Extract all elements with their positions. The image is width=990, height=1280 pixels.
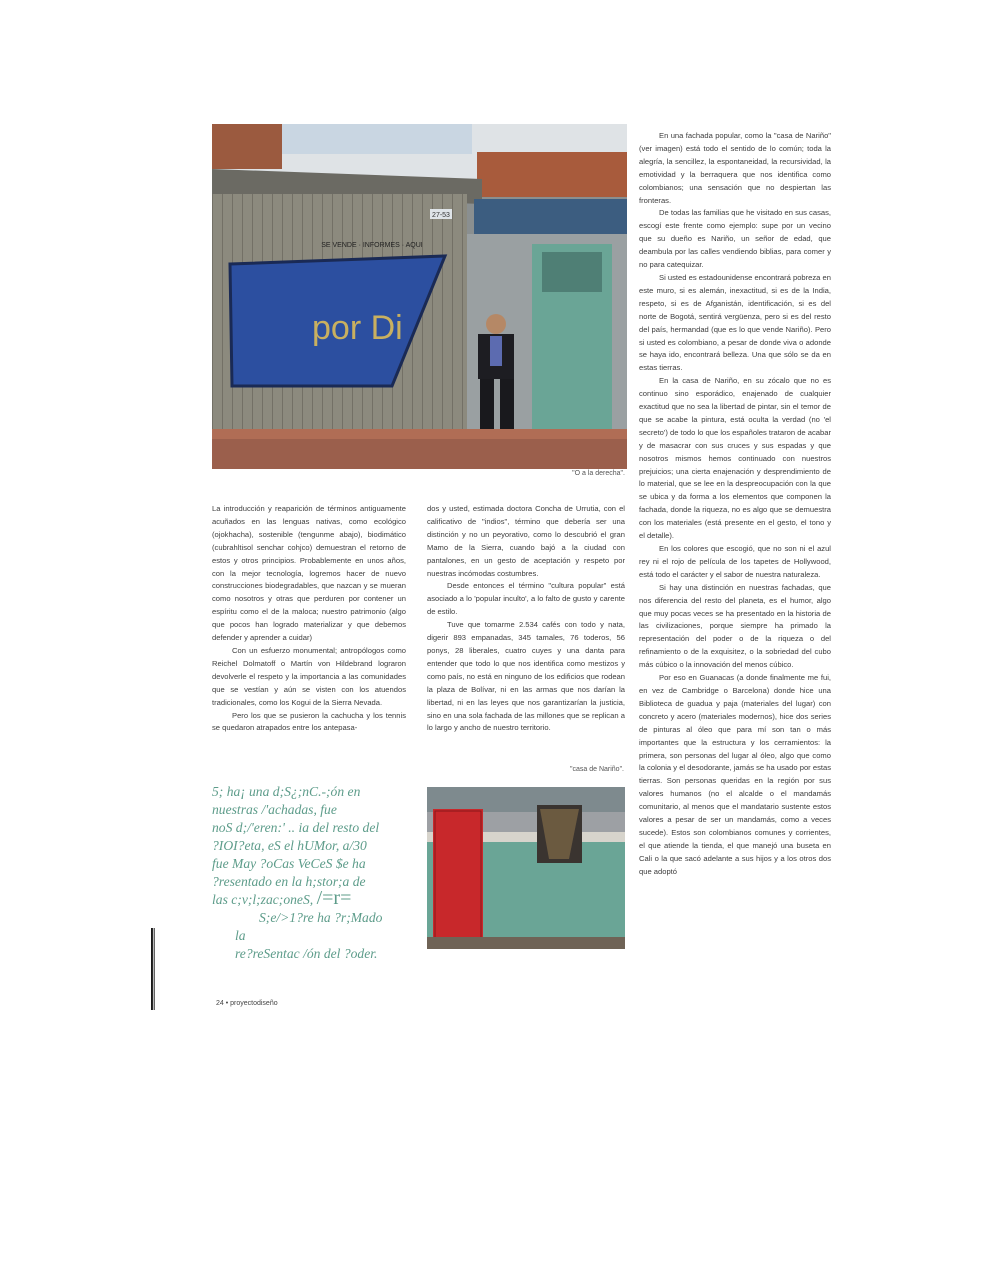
scan-edge-mark — [151, 928, 155, 1010]
pull-quote-line: re?reSentac /ón del ?oder. — [235, 946, 378, 962]
paragraph: dos y usted, estimada doctora Concha de Urrutia, con el calificativo de "indios", término que debería ser una distinción y no un peyorativo, como lo descubrió el gran Mamo de la Sierra, cuando bajó a la ciudad con pantalones, en un gesto de aceptación y respeto por nuestras incómodas costumbres. — [427, 504, 625, 578]
text-column-left — [212, 503, 406, 735]
casa-photo-caption: "casa de Nariño". — [570, 766, 624, 773]
number-plate-text: 27-53 — [432, 212, 450, 219]
pull-quote-line: nuestras /'achadas, fue — [212, 801, 337, 817]
graffiti-text: por Di — [312, 309, 403, 347]
paragraph: Por eso en Guanacas (a donde finalmente me fui, en vez de Cambridge o Barcelona) donde hice una Biblioteca de guadua y paja (materiales del lugar) con concreto y acero (materiales modernos), hice dos series de pinturas al óleo que para mí son tan o más importantes que la estructura y los cerramientos: la primera, son personas del lugar al óleo, algo que como la colonia y el desodorante, jamás se ha usado por estas tierras. Son personas queridas en la región por sus valores humanos (no el alcalde o el mandamás comunitario, al menos que el mandatario sustente estos valores a pesar de ser un mandamás, como a veces sucede). Estos son colombianos comunes y corrientes, el que atiende la tienda, el que manejó una buseta en Cali o la que sacó adelante a sus hijos y a los otros dos que adoptó — [639, 673, 831, 876]
pull-quote-line: S;e/>1?re ha ?r;Mado — [259, 910, 383, 926]
text-column-right — [639, 130, 831, 879]
paragraph: Si usted es estadounidense encontrará pobreza en este muro, si es alemán, inexactitud, si es de la India, respeto, si es de Afganistán, identificación, si es del norte de Bogotá, sentirá vergüenza, pero si es del resto del país, hermandad (que es lo que vende Nariño). Pero si usted es colombiano, a pesar de donde viva o adonde se haya ido, encontrará belleza. Una que sólo se da en estas tierras. — [639, 272, 831, 373]
pull-quote-glyph: /=r= — [316, 887, 352, 910]
paragraph: De todas las familias que he visitado en sus casas, escogí este frente como ejemplo: supe por un vecino que su dueño es Nariño, un señor de edad, que deambula por las calles vendiendo biblias, para comer y no para catequizar. — [639, 208, 831, 270]
pull-quote-line: noS d;/'eren:' .. ia del resto del — [212, 819, 380, 835]
pull-quote-line: ?IOI?eta, eS el hUMor, a/30 — [212, 837, 367, 853]
pull-quote-line: fue May ?oCas VeCeS $e ha — [212, 855, 366, 871]
paragraph: En los colores que escogió, que no son ni el azul rey ni el rojo de película de los tapetes de Hollywood, está todo el carácter y el sabor de nuestra naturaleza. — [639, 544, 831, 579]
facade-photo — [212, 124, 627, 469]
paragraph: La introducción y reaparición de términos antiguamente acuñados en las lenguas nativas, como ecológico (ojokhacha), sostenible (tengunme abajo), biodimático (cubrahltisol senchar cohjco) demuestran el retorno de estos y otros principios. Probablemente en unos años, con la mejor tecnología, logremos hacer de nuevo construcciones biodegradables, que nazcan y se mueran como nosotros y otras que perduren por contener un espíritu como el de la maloca; nuestro patrimonio (algo que pocos han logrado materializar y que debemos defender y aprender a cuidar) — [212, 504, 406, 643]
pull-quote-line: 5; ha¡ una d;S¿;nC.-;ón en — [212, 784, 361, 799]
facade-photo-caption: "O a la derecha". — [572, 470, 625, 477]
paragraph: Si hay una distinción en nuestras fachadas, que nos diferencia del resto del planeta, es el humor, algo que muy pocas veces se ha presentado en la historia de las civilizaciones, porque siempre ha primado la representación del poder o de la riqueza o del refinamiento o de la exquisitez, o la sobriedad del cubo más cúbico o la innovación del menos cúbico. — [639, 582, 831, 670]
text-column-middle — [427, 503, 625, 735]
pull-quote-line-text: las c;v;l;zac;oneS, — [212, 892, 314, 908]
paragraph: En la casa de Nariño, en su zócalo que no es continuo sino esporádico, enajenado de cualquier exactitud que no sea la libertad de pintar, sin el temor de que se acabe la pintura, está oculta la verdad (no 'el secreto') de todo lo que los españoles trataron de acabar y de masacrar con sus cruces y sus espadas y que nosotros mismos hemos continuado con nuestros prejuicios; una cierta enajenación y desprendimiento de lo material, que se lee en la despreocupación con la que se ubica y da forma a los elementos que componen la fachada, donde la riqueza, no es algo que se demuestra con los materiales (está presente en el gesto, el tono y el detalle). — [639, 376, 831, 541]
casa-narino-photo — [427, 787, 625, 949]
paragraph: En una fachada popular, como la "casa de Nariño" (ver imagen) está todo el sentido de lo común; toda la alegría, la sencillez, la espontaneidad, la recursividad, la emotividad y la berraquera que nos identifica como colombianos; una sensación que no despiertan las fronteras. — [639, 131, 831, 205]
page-footer: 24 • proyectodiseño — [216, 1000, 278, 1007]
pull-quote — [212, 783, 417, 963]
paragraph: Desde entonces el término "cultura popular" está asociado a lo 'popular inculto', a lo falto de gusto y carente de estilo. — [427, 581, 625, 617]
sign-text: SE VENDE · INFORMES · AQUI — [321, 242, 423, 249]
pull-quote-line: ?resentado en la h;stor;a de — [212, 873, 366, 889]
paragraph: Tuve que tomarme 2.534 cafés con todo y nata, digerir 893 empanadas, 345 tamales, 76 toderos, 56 ponys, 28 liberales, cuatro cuyes y una danta para entender que todo lo que nos identifica como mestizos y como país, no está en ninguno de los edificios que rodean la plaza de Bolívar, ni en las armas que nos darían la libertad, ni en las leyes que nos garantizarían la justicia, sino en una sola fachada de las millones que se replican a lo largo y ancho de nuestro territorio. — [427, 620, 625, 733]
paragraph: Pero los que se pusieron la cachucha y los tennis se quedaron atrapados entre los antepasa- — [212, 710, 406, 733]
paragraph: Con un esfuerzo monumental; antropólogos como Reichel Dolmatoff o Martín von Hildebrand lograron devolverle el respeto y la importancia a las comunidades que se vestían y aún se visten con los atuendos tradicionales, como los Kogui de la Sierra Nevada. — [212, 645, 406, 707]
pull-quote-line — [212, 887, 417, 910]
pull-quote-line: la — [235, 928, 246, 944]
